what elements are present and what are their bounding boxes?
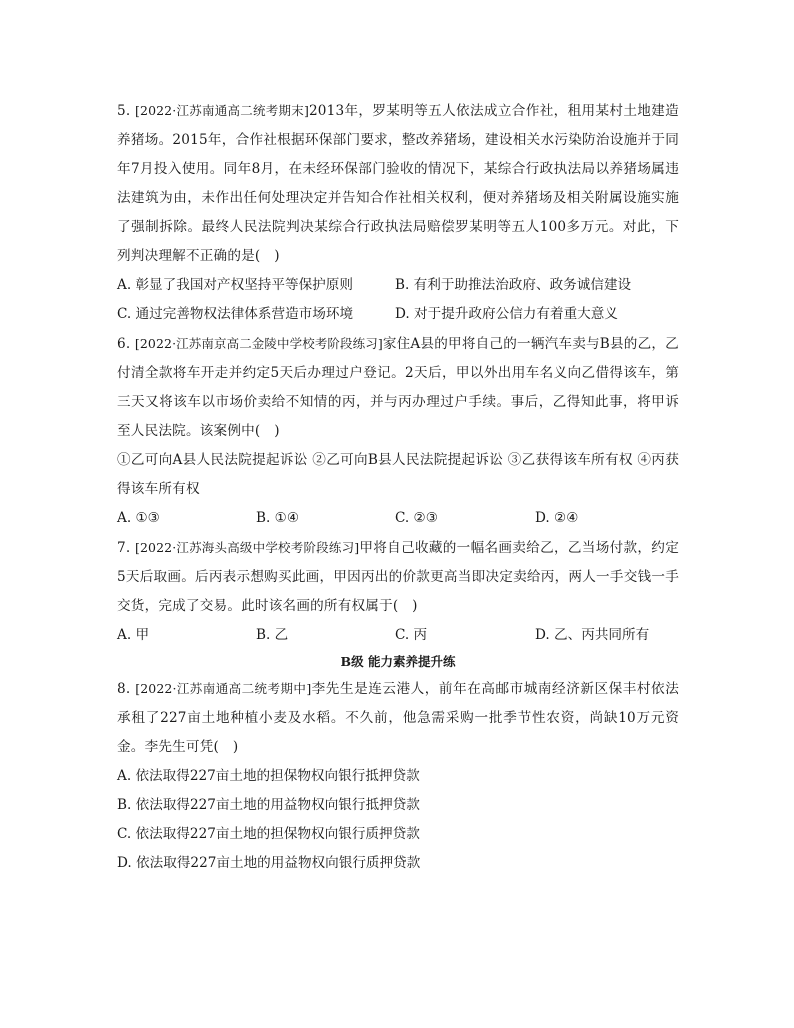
question-8-stem: 李先生是连云港人，前年在高邮市城南经济新区保丰村依法承租了227亩土地种植小麦及水稻。不久前，他急需采购一批季节性农资，尚缺10万元资金。李先生可凭( ) xyxy=(117,681,679,755)
question-5-options xyxy=(117,271,679,329)
question-7-text xyxy=(117,533,679,621)
question-5-source: [2022·江苏南通高二统考期末] xyxy=(135,103,309,118)
question-7-stem: 甲将自己收藏的一幅名画卖给乙，乙当场付款，约定5天后取画。后丙表示想购买此画，甲因丙出的价款更高当即决定卖给丙，两人一手交钱一手交货，完成了交易。此时该名画的所有权属于( ) xyxy=(117,540,679,614)
document-page xyxy=(117,96,679,878)
question-5 xyxy=(117,96,679,329)
question-7 xyxy=(117,533,679,650)
question-8-text xyxy=(117,674,679,762)
question-6 xyxy=(117,329,679,533)
question-5-option-c: C. 通过完善物权法律体系营造市场环境 xyxy=(117,306,354,322)
question-8-option-d: D. 依法取得227亩土地的用益物权向银行质押贷款 xyxy=(117,855,421,871)
question-6-option-c: C. ②③ xyxy=(395,510,438,526)
question-7-number: 7. xyxy=(117,540,131,556)
question-7-option-c: C. 丙 xyxy=(395,627,428,643)
question-6-option-d: D. ②④ xyxy=(535,510,579,526)
question-8-options xyxy=(117,762,679,878)
question-5-text xyxy=(117,96,679,271)
question-7-option-b: B. 乙 xyxy=(256,627,289,643)
question-5-option-a: A. 彰显了我国对产权坚持平等保护原则 xyxy=(117,277,353,293)
question-7-option-a: A. 甲 xyxy=(117,627,150,643)
section-heading: B级 能力素养提升练 xyxy=(340,654,456,669)
question-6-statements: ①乙可向A县人民法院提起诉讼 ②乙可向B县人民法院提起诉讼 ③乙获得该车所有权 ④丙获得该车所有权 xyxy=(117,452,679,497)
question-8 xyxy=(117,674,679,878)
question-6-number: 6. xyxy=(117,336,131,352)
question-5-number: 5. xyxy=(117,103,131,119)
question-7-option-d: D. 乙、丙共同所有 xyxy=(535,627,650,643)
question-8-option-a: A. 依法取得227亩土地的担保物权向银行抵押贷款 xyxy=(117,768,420,784)
question-6-option-b: B. ①④ xyxy=(256,510,300,526)
question-5-option-b: B. 有利于助推法治政府、政务诚信建设 xyxy=(395,277,632,293)
question-7-options xyxy=(117,621,679,650)
question-6-source: [2022·江苏南京高二金陵中学校考阶段练习] xyxy=(134,336,383,351)
question-6-option-a: A. ①③ xyxy=(117,510,160,526)
question-7-source: [2022·江苏海头高级中学校考阶段练习] xyxy=(135,540,360,555)
question-6-stem: 家住A县的甲将自己的一辆汽车卖与B县的乙，乙付清全款将车开走并约定5天后办理过户登记。2天后，甲以外出用车名义向乙借得该车，第三天又将该车以市场价卖给不知情的丙，并与丙办理过户手续。事后，乙得知此事，将甲诉至人民法院。该案例中( ) xyxy=(117,336,679,439)
question-8-option-b: B. 依法取得227亩土地的用益物权向银行抵押贷款 xyxy=(117,797,420,813)
question-6-text xyxy=(117,329,679,446)
question-5-stem: 2013年，罗某明等五人依法成立合作社，租用某村土地建造养猪场。2015年，合作社根据环保部门要求，整改养猪场，建设相关水污染防治设施并于同年7月投入使用。同年8月，在未经环保部门验收的情况下，某综合行政执法局以养猪场属违法建筑为由，未作出任何处理决定并告知合作社相关权利，便对养猪场及相关附属设施实施了强制拆除。最终人民法院判决某综合行政执法局赔偿罗某明等五人100多万元。对此，下列判决理解不正确的是( ) xyxy=(117,103,679,264)
question-5-option-d: D. 对于提升政府公信力有着重大意义 xyxy=(395,306,618,322)
question-6-options xyxy=(117,504,679,533)
question-8-number: 8. xyxy=(117,681,131,697)
question-8-option-c: C. 依法取得227亩土地的担保物权向银行质押贷款 xyxy=(117,826,420,842)
question-8-source: [2022·江苏南通高二统考期中] xyxy=(135,681,312,696)
